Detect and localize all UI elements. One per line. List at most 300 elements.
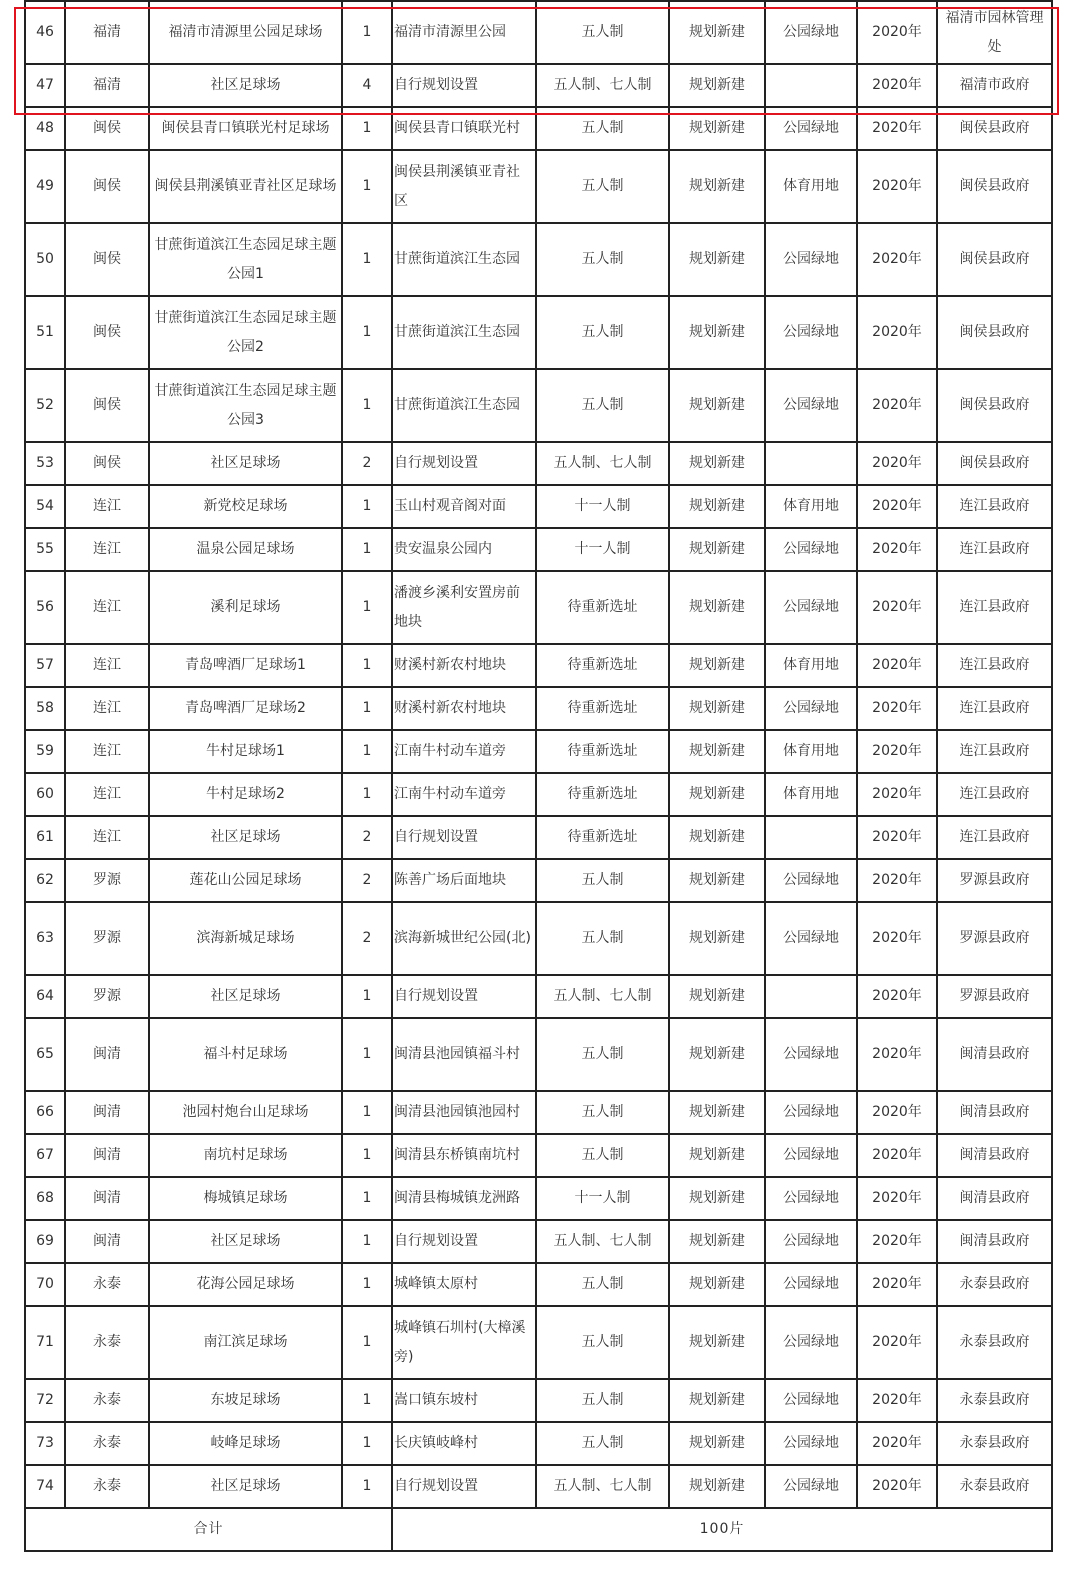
year-cell: 2020年 bbox=[857, 528, 937, 571]
type-cell: 五人制、七人制 bbox=[536, 64, 669, 107]
type-cell: 五人制 bbox=[536, 1263, 669, 1306]
year-cell: 2020年 bbox=[857, 1, 937, 64]
method-cell: 规划新建 bbox=[669, 1422, 765, 1465]
type-cell: 五人制、七人制 bbox=[536, 1465, 669, 1508]
count-cell: 2 bbox=[342, 859, 392, 902]
method-cell: 规划新建 bbox=[669, 1177, 765, 1220]
seq-cell: 46 bbox=[25, 1, 65, 64]
table-row bbox=[25, 1379, 1052, 1422]
responsible-cell: 罗源县政府 bbox=[937, 859, 1052, 902]
table-row bbox=[25, 902, 1052, 975]
field-name-cell: 闽侯县荆溪镇亚青社区足球场 bbox=[149, 150, 342, 223]
count-cell: 1 bbox=[342, 223, 392, 296]
method-cell: 规划新建 bbox=[669, 687, 765, 730]
table-row bbox=[25, 859, 1052, 902]
district-cell: 闽侯 bbox=[65, 150, 149, 223]
location-cell: 甘蔗街道滨江生态园 bbox=[392, 296, 536, 369]
seq-cell: 56 bbox=[25, 571, 65, 644]
location-cell: 自行规划设置 bbox=[392, 64, 536, 107]
district-cell: 永泰 bbox=[65, 1306, 149, 1379]
field-name-cell: 社区足球场 bbox=[149, 816, 342, 859]
method-cell: 规划新建 bbox=[669, 296, 765, 369]
type-cell: 五人制 bbox=[536, 1, 669, 64]
responsible-cell: 永泰县政府 bbox=[937, 1379, 1052, 1422]
type-cell: 待重新选址 bbox=[536, 816, 669, 859]
responsible-cell: 闽侯县政府 bbox=[937, 369, 1052, 442]
land-use-cell: 体育用地 bbox=[765, 485, 857, 528]
total-value: 100片 bbox=[392, 1508, 1052, 1551]
seq-cell: 51 bbox=[25, 296, 65, 369]
method-cell: 规划新建 bbox=[669, 64, 765, 107]
location-cell: 自行规划设置 bbox=[392, 816, 536, 859]
table-row bbox=[25, 1134, 1052, 1177]
method-cell: 规划新建 bbox=[669, 1091, 765, 1134]
field-name-cell: 温泉公园足球场 bbox=[149, 528, 342, 571]
responsible-cell: 罗源县政府 bbox=[937, 902, 1052, 975]
district-cell: 闽清 bbox=[65, 1091, 149, 1134]
year-cell: 2020年 bbox=[857, 442, 937, 485]
seq-cell: 49 bbox=[25, 150, 65, 223]
location-cell: 闽清县梅城镇龙洲路 bbox=[392, 1177, 536, 1220]
count-cell: 4 bbox=[342, 64, 392, 107]
field-name-cell: 溪利足球场 bbox=[149, 571, 342, 644]
responsible-cell: 福清市政府 bbox=[937, 64, 1052, 107]
district-cell: 闽侯 bbox=[65, 369, 149, 442]
count-cell: 2 bbox=[342, 816, 392, 859]
field-name-cell: 青岛啤酒厂足球场1 bbox=[149, 644, 342, 687]
year-cell: 2020年 bbox=[857, 1091, 937, 1134]
land-use-cell: 公园绿地 bbox=[765, 571, 857, 644]
district-cell: 连江 bbox=[65, 687, 149, 730]
count-cell: 1 bbox=[342, 528, 392, 571]
responsible-cell: 永泰县政府 bbox=[937, 1465, 1052, 1508]
table-row bbox=[25, 1306, 1052, 1379]
year-cell: 2020年 bbox=[857, 485, 937, 528]
method-cell: 规划新建 bbox=[669, 107, 765, 150]
responsible-cell: 闽清县政府 bbox=[937, 1177, 1052, 1220]
land-use-cell: 公园绿地 bbox=[765, 107, 857, 150]
year-cell: 2020年 bbox=[857, 1306, 937, 1379]
land-use-cell bbox=[765, 442, 857, 485]
year-cell: 2020年 bbox=[857, 1379, 937, 1422]
responsible-cell: 闽侯县政府 bbox=[937, 150, 1052, 223]
count-cell: 1 bbox=[342, 687, 392, 730]
year-cell: 2020年 bbox=[857, 730, 937, 773]
responsible-cell: 闽侯县政府 bbox=[937, 296, 1052, 369]
land-use-cell: 公园绿地 bbox=[765, 223, 857, 296]
table-row bbox=[25, 816, 1052, 859]
count-cell: 1 bbox=[342, 1134, 392, 1177]
count-cell: 1 bbox=[342, 730, 392, 773]
method-cell: 规划新建 bbox=[669, 1465, 765, 1508]
type-cell: 五人制 bbox=[536, 150, 669, 223]
table-row bbox=[25, 1091, 1052, 1134]
year-cell: 2020年 bbox=[857, 223, 937, 296]
type-cell: 十一人制 bbox=[536, 1177, 669, 1220]
field-name-cell: 甘蔗街道滨江生态园足球主题公园1 bbox=[149, 223, 342, 296]
count-cell: 1 bbox=[342, 1306, 392, 1379]
seq-cell: 64 bbox=[25, 975, 65, 1018]
district-cell: 闽侯 bbox=[65, 296, 149, 369]
count-cell: 1 bbox=[342, 1263, 392, 1306]
land-use-cell: 体育用地 bbox=[765, 644, 857, 687]
location-cell: 甘蔗街道滨江生态园 bbox=[392, 223, 536, 296]
location-cell: 闽清县池园镇福斗村 bbox=[392, 1018, 536, 1091]
land-use-cell: 公园绿地 bbox=[765, 1220, 857, 1263]
table-row bbox=[25, 1263, 1052, 1306]
district-cell: 闽侯 bbox=[65, 223, 149, 296]
method-cell: 规划新建 bbox=[669, 1379, 765, 1422]
count-cell: 2 bbox=[342, 902, 392, 975]
field-name-cell: 花海公园足球场 bbox=[149, 1263, 342, 1306]
field-name-cell: 甘蔗街道滨江生态园足球主题公园2 bbox=[149, 296, 342, 369]
table-row bbox=[25, 773, 1052, 816]
location-cell: 财溪村新农村地块 bbox=[392, 687, 536, 730]
table-row bbox=[25, 571, 1052, 644]
responsible-cell: 永泰县政府 bbox=[937, 1306, 1052, 1379]
count-cell: 1 bbox=[342, 1220, 392, 1263]
seq-cell: 71 bbox=[25, 1306, 65, 1379]
responsible-cell: 闽清县政府 bbox=[937, 1134, 1052, 1177]
method-cell: 规划新建 bbox=[669, 730, 765, 773]
land-use-cell bbox=[765, 975, 857, 1018]
seq-cell: 63 bbox=[25, 902, 65, 975]
seq-cell: 50 bbox=[25, 223, 65, 296]
table-row bbox=[25, 1, 1052, 64]
year-cell: 2020年 bbox=[857, 816, 937, 859]
land-use-cell bbox=[765, 816, 857, 859]
table-row bbox=[25, 107, 1052, 150]
type-cell: 待重新选址 bbox=[536, 773, 669, 816]
year-cell: 2020年 bbox=[857, 1422, 937, 1465]
location-cell: 嵩口镇东坡村 bbox=[392, 1379, 536, 1422]
district-cell: 闽侯 bbox=[65, 442, 149, 485]
location-cell: 江南牛村动车道旁 bbox=[392, 730, 536, 773]
field-name-cell: 福清市清源里公园足球场 bbox=[149, 1, 342, 64]
seq-cell: 58 bbox=[25, 687, 65, 730]
field-name-cell: 社区足球场 bbox=[149, 975, 342, 1018]
seq-cell: 68 bbox=[25, 1177, 65, 1220]
year-cell: 2020年 bbox=[857, 1263, 937, 1306]
table-container bbox=[24, 0, 1053, 1552]
location-cell: 城峰镇太原村 bbox=[392, 1263, 536, 1306]
district-cell: 福清 bbox=[65, 1, 149, 64]
responsible-cell: 连江县政府 bbox=[937, 644, 1052, 687]
field-name-cell: 牛村足球场1 bbox=[149, 730, 342, 773]
seq-cell: 70 bbox=[25, 1263, 65, 1306]
district-cell: 连江 bbox=[65, 816, 149, 859]
type-cell: 五人制 bbox=[536, 859, 669, 902]
seq-cell: 62 bbox=[25, 859, 65, 902]
count-cell: 2 bbox=[342, 442, 392, 485]
type-cell: 五人制 bbox=[536, 1422, 669, 1465]
responsible-cell: 闽侯县政府 bbox=[937, 442, 1052, 485]
land-use-cell: 公园绿地 bbox=[765, 902, 857, 975]
district-cell: 闽清 bbox=[65, 1018, 149, 1091]
field-name-cell: 甘蔗街道滨江生态园足球主题公园3 bbox=[149, 369, 342, 442]
field-name-cell: 莲花山公园足球场 bbox=[149, 859, 342, 902]
seq-cell: 47 bbox=[25, 64, 65, 107]
location-cell: 甘蔗街道滨江生态园 bbox=[392, 369, 536, 442]
year-cell: 2020年 bbox=[857, 64, 937, 107]
land-use-cell: 体育用地 bbox=[765, 730, 857, 773]
seq-cell: 48 bbox=[25, 107, 65, 150]
district-cell: 罗源 bbox=[65, 859, 149, 902]
responsible-cell: 闽清县政府 bbox=[937, 1018, 1052, 1091]
district-cell: 永泰 bbox=[65, 1422, 149, 1465]
land-use-cell: 公园绿地 bbox=[765, 296, 857, 369]
table-row bbox=[25, 730, 1052, 773]
type-cell: 十一人制 bbox=[536, 485, 669, 528]
year-cell: 2020年 bbox=[857, 859, 937, 902]
field-name-cell: 闽侯县青口镇联光村足球场 bbox=[149, 107, 342, 150]
seq-cell: 73 bbox=[25, 1422, 65, 1465]
seq-cell: 66 bbox=[25, 1091, 65, 1134]
land-use-cell: 公园绿地 bbox=[765, 1134, 857, 1177]
table-row bbox=[25, 485, 1052, 528]
table-row bbox=[25, 223, 1052, 296]
method-cell: 规划新建 bbox=[669, 816, 765, 859]
field-name-cell: 池园村炮台山足球场 bbox=[149, 1091, 342, 1134]
method-cell: 规划新建 bbox=[669, 1220, 765, 1263]
seq-cell: 60 bbox=[25, 773, 65, 816]
land-use-cell: 公园绿地 bbox=[765, 1379, 857, 1422]
field-name-cell: 南坑村足球场 bbox=[149, 1134, 342, 1177]
seq-cell: 72 bbox=[25, 1379, 65, 1422]
type-cell: 五人制 bbox=[536, 1091, 669, 1134]
type-cell: 待重新选址 bbox=[536, 687, 669, 730]
method-cell: 规划新建 bbox=[669, 442, 765, 485]
table-row bbox=[25, 296, 1052, 369]
total-label: 合计 bbox=[25, 1508, 392, 1551]
field-name-cell: 社区足球场 bbox=[149, 1220, 342, 1263]
responsible-cell: 连江县政府 bbox=[937, 571, 1052, 644]
table-row bbox=[25, 1422, 1052, 1465]
type-cell: 五人制 bbox=[536, 1134, 669, 1177]
field-name-cell: 梅城镇足球场 bbox=[149, 1177, 342, 1220]
district-cell: 连江 bbox=[65, 730, 149, 773]
land-use-cell: 公园绿地 bbox=[765, 528, 857, 571]
responsible-cell: 连江县政府 bbox=[937, 773, 1052, 816]
count-cell: 1 bbox=[342, 1422, 392, 1465]
method-cell: 规划新建 bbox=[669, 773, 765, 816]
location-cell: 自行规划设置 bbox=[392, 975, 536, 1018]
location-cell: 闽侯县荆溪镇亚青社区 bbox=[392, 150, 536, 223]
field-name-cell: 岐峰足球场 bbox=[149, 1422, 342, 1465]
count-cell: 1 bbox=[342, 485, 392, 528]
field-name-cell: 社区足球场 bbox=[149, 442, 342, 485]
method-cell: 规划新建 bbox=[669, 1263, 765, 1306]
count-cell: 1 bbox=[342, 1091, 392, 1134]
count-cell: 1 bbox=[342, 369, 392, 442]
table-row bbox=[25, 528, 1052, 571]
method-cell: 规划新建 bbox=[669, 902, 765, 975]
type-cell: 五人制、七人制 bbox=[536, 975, 669, 1018]
seq-cell: 53 bbox=[25, 442, 65, 485]
land-use-cell: 公园绿地 bbox=[765, 1177, 857, 1220]
year-cell: 2020年 bbox=[857, 1018, 937, 1091]
location-cell: 自行规划设置 bbox=[392, 1465, 536, 1508]
year-cell: 2020年 bbox=[857, 369, 937, 442]
field-name-cell: 福斗村足球场 bbox=[149, 1018, 342, 1091]
method-cell: 规划新建 bbox=[669, 1, 765, 64]
district-cell: 永泰 bbox=[65, 1465, 149, 1508]
table-row bbox=[25, 1018, 1052, 1091]
type-cell: 五人制 bbox=[536, 296, 669, 369]
type-cell: 五人制 bbox=[536, 369, 669, 442]
location-cell: 福清市清源里公园 bbox=[392, 1, 536, 64]
seq-cell: 57 bbox=[25, 644, 65, 687]
district-cell: 连江 bbox=[65, 773, 149, 816]
table-row bbox=[25, 442, 1052, 485]
type-cell: 待重新选址 bbox=[536, 571, 669, 644]
location-cell: 闽清县池园镇池园村 bbox=[392, 1091, 536, 1134]
responsible-cell: 闽侯县政府 bbox=[937, 107, 1052, 150]
responsible-cell: 永泰县政府 bbox=[937, 1263, 1052, 1306]
responsible-cell: 连江县政府 bbox=[937, 485, 1052, 528]
location-cell: 潘渡乡溪利安置房前地块 bbox=[392, 571, 536, 644]
land-use-cell bbox=[765, 64, 857, 107]
type-cell: 五人制、七人制 bbox=[536, 1220, 669, 1263]
district-cell: 连江 bbox=[65, 485, 149, 528]
location-cell: 玉山村观音阁对面 bbox=[392, 485, 536, 528]
land-use-cell: 公园绿地 bbox=[765, 1263, 857, 1306]
count-cell: 1 bbox=[342, 773, 392, 816]
method-cell: 规划新建 bbox=[669, 369, 765, 442]
type-cell: 五人制 bbox=[536, 107, 669, 150]
type-cell: 五人制、七人制 bbox=[536, 442, 669, 485]
table-row bbox=[25, 687, 1052, 730]
responsible-cell: 闽清县政府 bbox=[937, 1220, 1052, 1263]
location-cell: 财溪村新农村地块 bbox=[392, 644, 536, 687]
count-cell: 1 bbox=[342, 1, 392, 64]
location-cell: 陈善广场后面地块 bbox=[392, 859, 536, 902]
count-cell: 1 bbox=[342, 150, 392, 223]
seq-cell: 69 bbox=[25, 1220, 65, 1263]
year-cell: 2020年 bbox=[857, 1177, 937, 1220]
responsible-cell: 闽清县政府 bbox=[937, 1091, 1052, 1134]
district-cell: 闽清 bbox=[65, 1177, 149, 1220]
method-cell: 规划新建 bbox=[669, 1134, 765, 1177]
district-cell: 永泰 bbox=[65, 1379, 149, 1422]
type-cell: 五人制 bbox=[536, 1018, 669, 1091]
land-use-cell: 公园绿地 bbox=[765, 1306, 857, 1379]
table-row bbox=[25, 150, 1052, 223]
method-cell: 规划新建 bbox=[669, 485, 765, 528]
table-row bbox=[25, 975, 1052, 1018]
district-cell: 连江 bbox=[65, 571, 149, 644]
count-cell: 1 bbox=[342, 296, 392, 369]
method-cell: 规划新建 bbox=[669, 223, 765, 296]
table-row bbox=[25, 1465, 1052, 1508]
total-row bbox=[25, 1508, 1052, 1551]
method-cell: 规划新建 bbox=[669, 1018, 765, 1091]
location-cell: 贵安温泉公园内 bbox=[392, 528, 536, 571]
year-cell: 2020年 bbox=[857, 644, 937, 687]
field-name-cell: 滨海新城足球场 bbox=[149, 902, 342, 975]
table-row bbox=[25, 1177, 1052, 1220]
count-cell: 1 bbox=[342, 107, 392, 150]
location-cell: 滨海新城世纪公园(北) bbox=[392, 902, 536, 975]
type-cell: 五人制 bbox=[536, 902, 669, 975]
district-cell: 连江 bbox=[65, 528, 149, 571]
year-cell: 2020年 bbox=[857, 1465, 937, 1508]
responsible-cell: 连江县政府 bbox=[937, 816, 1052, 859]
land-use-cell: 公园绿地 bbox=[765, 1465, 857, 1508]
year-cell: 2020年 bbox=[857, 107, 937, 150]
count-cell: 1 bbox=[342, 1379, 392, 1422]
seq-cell: 59 bbox=[25, 730, 65, 773]
land-use-cell: 公园绿地 bbox=[765, 369, 857, 442]
location-cell: 闽清县东桥镇南坑村 bbox=[392, 1134, 536, 1177]
seq-cell: 61 bbox=[25, 816, 65, 859]
year-cell: 2020年 bbox=[857, 150, 937, 223]
responsible-cell: 永泰县政府 bbox=[937, 1422, 1052, 1465]
method-cell: 规划新建 bbox=[669, 1306, 765, 1379]
year-cell: 2020年 bbox=[857, 571, 937, 644]
count-cell: 1 bbox=[342, 1465, 392, 1508]
district-cell: 永泰 bbox=[65, 1263, 149, 1306]
location-cell: 城峰镇石圳村(大樟溪旁) bbox=[392, 1306, 536, 1379]
table-row bbox=[25, 644, 1052, 687]
responsible-cell: 连江县政府 bbox=[937, 687, 1052, 730]
field-name-cell: 南江滨足球场 bbox=[149, 1306, 342, 1379]
year-cell: 2020年 bbox=[857, 1220, 937, 1263]
location-cell: 闽侯县青口镇联光村 bbox=[392, 107, 536, 150]
table-row bbox=[25, 369, 1052, 442]
location-cell: 自行规划设置 bbox=[392, 1220, 536, 1263]
field-name-cell: 青岛啤酒厂足球场2 bbox=[149, 687, 342, 730]
year-cell: 2020年 bbox=[857, 902, 937, 975]
count-cell: 1 bbox=[342, 644, 392, 687]
year-cell: 2020年 bbox=[857, 296, 937, 369]
district-cell: 罗源 bbox=[65, 975, 149, 1018]
seq-cell: 52 bbox=[25, 369, 65, 442]
type-cell: 待重新选址 bbox=[536, 644, 669, 687]
type-cell: 五人制 bbox=[536, 1379, 669, 1422]
land-use-cell: 体育用地 bbox=[765, 150, 857, 223]
responsible-cell: 福清市园林管理处 bbox=[937, 1, 1052, 64]
field-name-cell: 社区足球场 bbox=[149, 64, 342, 107]
field-name-cell: 牛村足球场2 bbox=[149, 773, 342, 816]
method-cell: 规划新建 bbox=[669, 571, 765, 644]
method-cell: 规划新建 bbox=[669, 975, 765, 1018]
location-cell: 自行规划设置 bbox=[392, 442, 536, 485]
field-name-cell: 新党校足球场 bbox=[149, 485, 342, 528]
district-cell: 闽清 bbox=[65, 1134, 149, 1177]
table-row bbox=[25, 1220, 1052, 1263]
land-use-cell: 公园绿地 bbox=[765, 1018, 857, 1091]
table-row bbox=[25, 64, 1052, 107]
responsible-cell: 罗源县政府 bbox=[937, 975, 1052, 1018]
field-name-cell: 东坡足球场 bbox=[149, 1379, 342, 1422]
land-use-cell: 公园绿地 bbox=[765, 1422, 857, 1465]
location-cell: 江南牛村动车道旁 bbox=[392, 773, 536, 816]
method-cell: 规划新建 bbox=[669, 644, 765, 687]
land-use-cell: 公园绿地 bbox=[765, 687, 857, 730]
count-cell: 1 bbox=[342, 1018, 392, 1091]
land-use-cell: 公园绿地 bbox=[765, 1, 857, 64]
land-use-cell: 公园绿地 bbox=[765, 1091, 857, 1134]
method-cell: 规划新建 bbox=[669, 150, 765, 223]
seq-cell: 74 bbox=[25, 1465, 65, 1508]
land-use-cell: 体育用地 bbox=[765, 773, 857, 816]
year-cell: 2020年 bbox=[857, 773, 937, 816]
year-cell: 2020年 bbox=[857, 975, 937, 1018]
year-cell: 2020年 bbox=[857, 687, 937, 730]
responsible-cell: 连江县政府 bbox=[937, 528, 1052, 571]
seq-cell: 55 bbox=[25, 528, 65, 571]
